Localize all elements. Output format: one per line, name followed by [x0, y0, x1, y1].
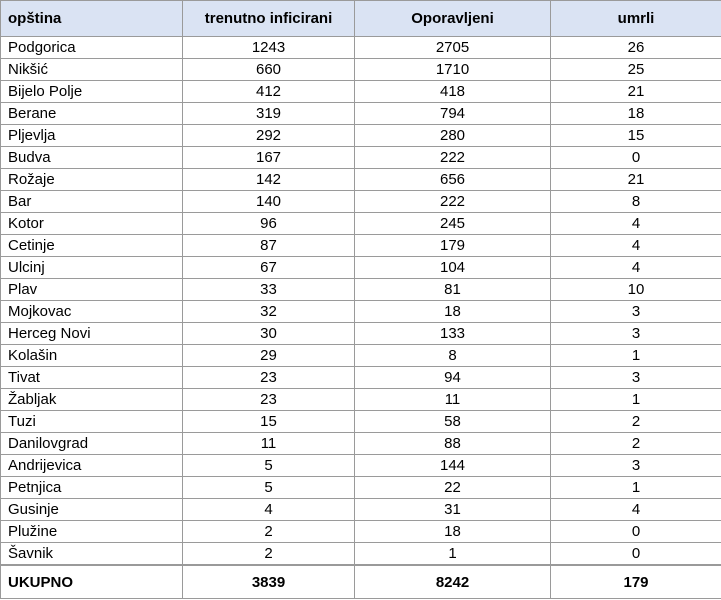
recovered-count: 222	[355, 147, 551, 169]
total-label: UKUPNO	[1, 565, 183, 599]
municipality-name: Pljevlja	[1, 125, 183, 147]
deaths-count: 2	[551, 411, 721, 433]
deaths-count: 3	[551, 323, 721, 345]
active-cases: 292	[183, 125, 355, 147]
header-municipality: opština	[1, 1, 183, 37]
header-row	[1, 1, 721, 37]
active-cases: 96	[183, 213, 355, 235]
table-row	[1, 125, 721, 147]
table-row	[1, 59, 721, 81]
active-cases: 1243	[183, 37, 355, 59]
municipality-name: Gusinje	[1, 499, 183, 521]
active-cases: 32	[183, 301, 355, 323]
deaths-count: 2	[551, 433, 721, 455]
table-row	[1, 455, 721, 477]
deaths-count: 4	[551, 213, 721, 235]
municipality-name: Danilovgrad	[1, 433, 183, 455]
active-cases: 142	[183, 169, 355, 191]
municipality-name: Plužine	[1, 521, 183, 543]
recovered-count: 8	[355, 345, 551, 367]
table-row	[1, 433, 721, 455]
active-cases: 30	[183, 323, 355, 345]
table-row	[1, 499, 721, 521]
deaths-count: 4	[551, 499, 721, 521]
table-row	[1, 81, 721, 103]
municipality-name: Budva	[1, 147, 183, 169]
municipality-name: Bijelo Polje	[1, 81, 183, 103]
active-cases: 412	[183, 81, 355, 103]
table-row	[1, 235, 721, 257]
active-cases: 2	[183, 543, 355, 566]
recovered-count: 222	[355, 191, 551, 213]
active-cases: 15	[183, 411, 355, 433]
active-cases: 11	[183, 433, 355, 455]
municipality-name: Podgorica	[1, 37, 183, 59]
table-body	[1, 37, 721, 566]
deaths-count: 18	[551, 103, 721, 125]
municipality-name: Plav	[1, 279, 183, 301]
active-cases: 33	[183, 279, 355, 301]
table-row	[1, 345, 721, 367]
municipality-name: Bar	[1, 191, 183, 213]
municipality-name: Andrijevica	[1, 455, 183, 477]
municipality-name: Tivat	[1, 367, 183, 389]
table-row	[1, 367, 721, 389]
municipality-name: Nikšić	[1, 59, 183, 81]
deaths-count: 26	[551, 37, 721, 59]
total-recovered: 8242	[355, 565, 551, 599]
municipality-name: Tuzi	[1, 411, 183, 433]
recovered-count: 88	[355, 433, 551, 455]
deaths-count: 3	[551, 367, 721, 389]
deaths-count: 0	[551, 543, 721, 566]
recovered-count: 11	[355, 389, 551, 411]
active-cases: 2	[183, 521, 355, 543]
total-active: 3839	[183, 565, 355, 599]
active-cases: 29	[183, 345, 355, 367]
recovered-count: 81	[355, 279, 551, 301]
active-cases: 140	[183, 191, 355, 213]
header-recovered: Oporavljeni	[355, 1, 551, 37]
table-row	[1, 213, 721, 235]
table-row	[1, 389, 721, 411]
recovered-count: 1	[355, 543, 551, 566]
table-row	[1, 477, 721, 499]
table-row	[1, 37, 721, 59]
recovered-count: 18	[355, 301, 551, 323]
recovered-count: 58	[355, 411, 551, 433]
deaths-count: 25	[551, 59, 721, 81]
municipality-name: Herceg Novi	[1, 323, 183, 345]
active-cases: 23	[183, 389, 355, 411]
recovered-count: 18	[355, 521, 551, 543]
header-deaths: umrli	[551, 1, 721, 37]
active-cases: 5	[183, 477, 355, 499]
municipality-name: Rožaje	[1, 169, 183, 191]
municipality-name: Kolašin	[1, 345, 183, 367]
active-cases: 67	[183, 257, 355, 279]
active-cases: 87	[183, 235, 355, 257]
municipality-name: Cetinje	[1, 235, 183, 257]
deaths-count: 1	[551, 477, 721, 499]
active-cases: 5	[183, 455, 355, 477]
deaths-count: 4	[551, 235, 721, 257]
recovered-count: 418	[355, 81, 551, 103]
active-cases: 660	[183, 59, 355, 81]
deaths-count: 21	[551, 169, 721, 191]
active-cases: 4	[183, 499, 355, 521]
municipality-name: Ulcinj	[1, 257, 183, 279]
header-active: trenutno inficirani	[183, 1, 355, 37]
deaths-count: 1	[551, 389, 721, 411]
recovered-count: 656	[355, 169, 551, 191]
municipality-name: Šavnik	[1, 543, 183, 566]
deaths-count: 3	[551, 455, 721, 477]
deaths-count: 8	[551, 191, 721, 213]
table-row	[1, 103, 721, 125]
table-row	[1, 411, 721, 433]
deaths-count: 4	[551, 257, 721, 279]
municipality-name: Kotor	[1, 213, 183, 235]
recovered-count: 144	[355, 455, 551, 477]
table-row	[1, 521, 721, 543]
deaths-count: 0	[551, 147, 721, 169]
deaths-count: 3	[551, 301, 721, 323]
municipality-name: Berane	[1, 103, 183, 125]
deaths-count: 1	[551, 345, 721, 367]
recovered-count: 22	[355, 477, 551, 499]
deaths-count: 15	[551, 125, 721, 147]
table-row	[1, 191, 721, 213]
table-row	[1, 147, 721, 169]
recovered-count: 104	[355, 257, 551, 279]
recovered-count: 280	[355, 125, 551, 147]
recovered-count: 94	[355, 367, 551, 389]
recovered-count: 2705	[355, 37, 551, 59]
table-row	[1, 169, 721, 191]
recovered-count: 31	[355, 499, 551, 521]
recovered-count: 1710	[355, 59, 551, 81]
deaths-count: 0	[551, 521, 721, 543]
recovered-count: 794	[355, 103, 551, 125]
table-row	[1, 543, 721, 566]
active-cases: 23	[183, 367, 355, 389]
total-deaths: 179	[551, 565, 721, 599]
table-row	[1, 257, 721, 279]
table-row	[1, 301, 721, 323]
recovered-count: 179	[355, 235, 551, 257]
table-row	[1, 323, 721, 345]
deaths-count: 21	[551, 81, 721, 103]
municipality-name: Petnjica	[1, 477, 183, 499]
deaths-count: 10	[551, 279, 721, 301]
recovered-count: 133	[355, 323, 551, 345]
total-row	[1, 565, 721, 599]
municipality-name: Žabljak	[1, 389, 183, 411]
active-cases: 319	[183, 103, 355, 125]
table-row	[1, 279, 721, 301]
recovered-count: 245	[355, 213, 551, 235]
municipality-name: Mojkovac	[1, 301, 183, 323]
active-cases: 167	[183, 147, 355, 169]
